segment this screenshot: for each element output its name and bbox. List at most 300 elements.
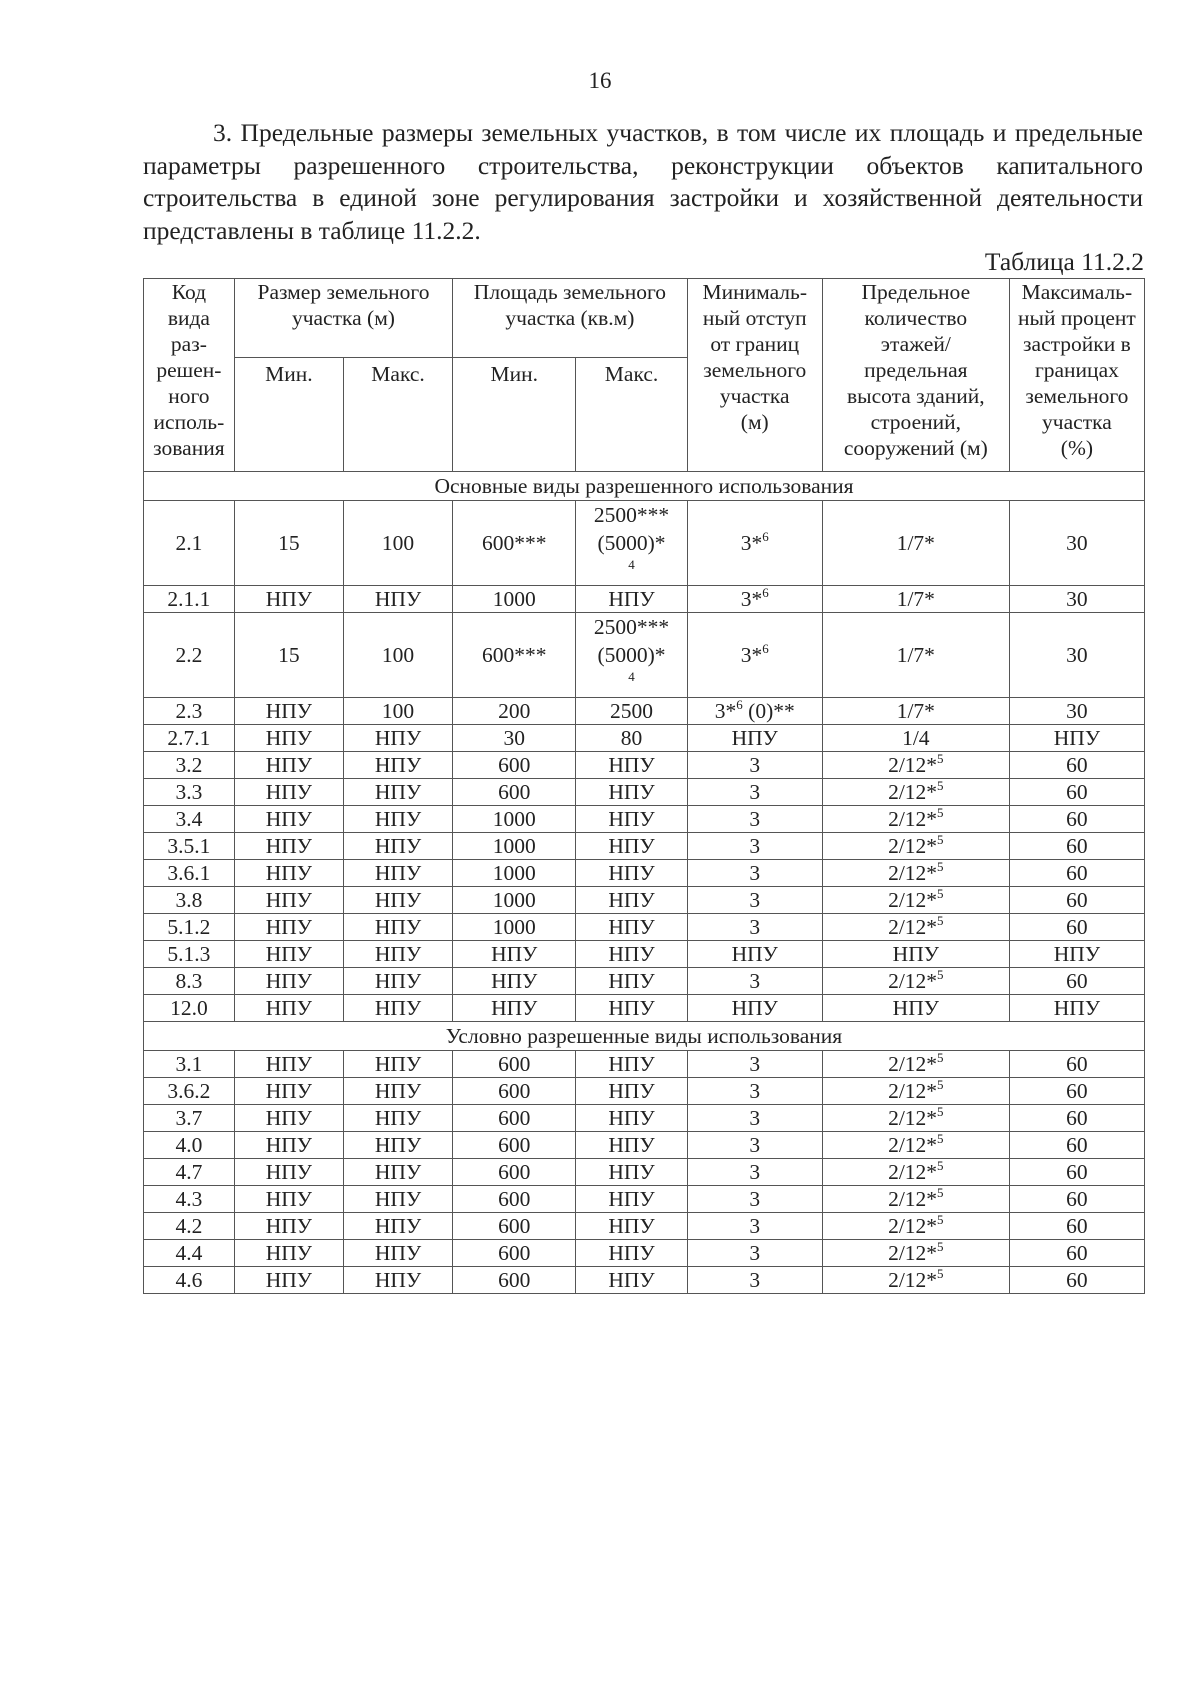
floors-footnote: 5 bbox=[937, 967, 944, 982]
floors-footnote: 5 bbox=[937, 778, 944, 793]
cell-coverage: 30 bbox=[1009, 698, 1144, 725]
cell-setback bbox=[687, 1078, 822, 1105]
table-row bbox=[144, 1186, 1145, 1213]
cell-setback bbox=[687, 860, 822, 887]
table-row bbox=[144, 698, 1145, 725]
header-lot-area bbox=[453, 279, 688, 358]
cell-coverage: 60 bbox=[1009, 1105, 1144, 1132]
cell-coverage: 30 bbox=[1009, 613, 1144, 698]
cell-coverage: 60 bbox=[1009, 968, 1144, 995]
floors-footnote: 5 bbox=[937, 1104, 944, 1119]
table-row bbox=[144, 779, 1145, 806]
header-line: раз- bbox=[170, 332, 207, 356]
cell-coverage: 60 bbox=[1009, 887, 1144, 914]
cell-area-min: НПУ bbox=[453, 941, 576, 968]
cell-area-min: 600 bbox=[453, 779, 576, 806]
cell-floors bbox=[822, 914, 1009, 941]
header-area-min: Мин. bbox=[453, 358, 576, 472]
table-row bbox=[144, 860, 1145, 887]
floors-value: 2/12* bbox=[888, 807, 938, 831]
cell-coverage: 60 bbox=[1009, 833, 1144, 860]
cell-coverage: 60 bbox=[1009, 1159, 1144, 1186]
header-line: решен- bbox=[156, 358, 222, 382]
floors-value: 2/12* bbox=[888, 1160, 938, 1184]
cell-setback bbox=[687, 1105, 822, 1132]
cell-area-min: 600 bbox=[453, 1240, 576, 1267]
setback-value: НПУ bbox=[731, 942, 778, 966]
cell-coverage: 60 bbox=[1009, 806, 1144, 833]
table-row bbox=[144, 1240, 1145, 1267]
cell-area-max: НПУ bbox=[576, 995, 687, 1022]
setback-value: 3 bbox=[749, 1079, 761, 1103]
cell-coverage: 60 bbox=[1009, 860, 1144, 887]
table-row bbox=[144, 1051, 1145, 1078]
cell-size-max: НПУ bbox=[343, 779, 452, 806]
cell-area-min: НПУ bbox=[453, 995, 576, 1022]
cell-size-max: 100 bbox=[343, 501, 452, 586]
cell-area-min: 200 bbox=[453, 698, 576, 725]
cell-coverage: 60 bbox=[1009, 1186, 1144, 1213]
cell-size-max: 100 bbox=[343, 613, 452, 698]
cell-code: 3.6.1 bbox=[144, 860, 235, 887]
floors-footnote: 5 bbox=[937, 1212, 944, 1227]
cell-floors bbox=[822, 833, 1009, 860]
floors-value: НПУ bbox=[892, 942, 939, 966]
cell-area-max: 2500 bbox=[576, 698, 687, 725]
setback-value: НПУ bbox=[731, 726, 778, 750]
table-row bbox=[144, 914, 1145, 941]
floors-value: 2/12* bbox=[888, 1079, 938, 1103]
cell-size-max: НПУ bbox=[343, 833, 452, 860]
cell-setback bbox=[687, 833, 822, 860]
cell-code: 2.1 bbox=[144, 501, 235, 586]
table-row bbox=[144, 1132, 1145, 1159]
setback-value: 3* bbox=[714, 699, 737, 723]
cell-area-min: 600 bbox=[453, 1213, 576, 1240]
cell-area-max bbox=[576, 501, 687, 586]
floors-footnote: 5 bbox=[937, 1266, 944, 1281]
header-line: (м) bbox=[740, 410, 769, 434]
cell-floors bbox=[822, 1186, 1009, 1213]
cell-area-min: 1000 bbox=[453, 914, 576, 941]
cell-area-min: 1000 bbox=[453, 887, 576, 914]
floors-value: НПУ bbox=[892, 996, 939, 1020]
header-line: ный процент bbox=[1018, 306, 1136, 330]
cell-coverage: 30 bbox=[1009, 586, 1144, 613]
section-row bbox=[144, 1022, 1145, 1051]
cell-setback bbox=[687, 586, 822, 613]
cell-setback bbox=[687, 1213, 822, 1240]
cell-area-min: 600*** bbox=[453, 501, 576, 586]
cell-size-max: НПУ bbox=[343, 725, 452, 752]
cell-area-max bbox=[576, 613, 687, 698]
cell-area-min: 600 bbox=[453, 752, 576, 779]
cell-code: 4.6 bbox=[144, 1267, 235, 1294]
setback-value: 3* bbox=[740, 643, 763, 667]
table-row bbox=[144, 995, 1145, 1022]
cell-size-max: НПУ bbox=[343, 752, 452, 779]
setback-value: 3 bbox=[749, 888, 761, 912]
floors-footnote: 5 bbox=[937, 805, 944, 820]
header-line: Максималь- bbox=[1021, 280, 1133, 304]
cell-setback bbox=[687, 613, 822, 698]
header-code bbox=[144, 279, 235, 472]
area-max-line: 2500*** bbox=[593, 503, 670, 527]
cell-code: 3.7 bbox=[144, 1105, 235, 1132]
cell-area-min: 600 bbox=[453, 1105, 576, 1132]
floors-footnote: 5 bbox=[937, 886, 944, 901]
cell-setback bbox=[687, 914, 822, 941]
cell-area-max: НПУ bbox=[576, 1186, 687, 1213]
floors-footnote: 5 bbox=[937, 1131, 944, 1146]
floors-footnote: 5 bbox=[937, 913, 944, 928]
area-max-line bbox=[577, 529, 685, 585]
header-line: Размер земельного bbox=[257, 280, 430, 304]
cell-size-min: НПУ bbox=[234, 1078, 343, 1105]
cell-coverage: 30 bbox=[1009, 501, 1144, 586]
cell-area-max: НПУ bbox=[576, 914, 687, 941]
cell-code: 2.2 bbox=[144, 613, 235, 698]
cell-area-max: НПУ bbox=[576, 1213, 687, 1240]
floors-value: 1/7* bbox=[896, 643, 935, 667]
cell-size-max: НПУ bbox=[343, 1105, 452, 1132]
header-line: земельного bbox=[703, 358, 807, 382]
cell-area-min: 30 bbox=[453, 725, 576, 752]
setback-footnote: 6 bbox=[762, 585, 769, 600]
header-line: Код bbox=[171, 280, 207, 304]
cell-setback bbox=[687, 1159, 822, 1186]
floors-footnote: 5 bbox=[937, 751, 944, 766]
header-line: исполь- bbox=[153, 410, 225, 434]
floors-value: 2/12* bbox=[888, 1268, 938, 1292]
cell-coverage: 60 bbox=[1009, 1240, 1144, 1267]
cell-setback bbox=[687, 887, 822, 914]
header-min-setback bbox=[687, 279, 822, 472]
cell-size-min: НПУ bbox=[234, 1186, 343, 1213]
cell-size-max: НПУ bbox=[343, 1132, 452, 1159]
cell-code: 3.2 bbox=[144, 752, 235, 779]
cell-coverage: 60 bbox=[1009, 1267, 1144, 1294]
cell-floors bbox=[822, 995, 1009, 1022]
cell-size-min: НПУ bbox=[234, 725, 343, 752]
cell-size-min: НПУ bbox=[234, 1267, 343, 1294]
cell-size-min: НПУ bbox=[234, 1105, 343, 1132]
header-max-coverage bbox=[1009, 279, 1144, 472]
cell-size-max: НПУ bbox=[343, 941, 452, 968]
table-row bbox=[144, 968, 1145, 995]
cell-floors bbox=[822, 501, 1009, 586]
cell-area-min: 600 bbox=[453, 1132, 576, 1159]
setback-value: 3 bbox=[749, 1133, 761, 1157]
header-line: земельного bbox=[1025, 384, 1129, 408]
cell-floors bbox=[822, 1051, 1009, 1078]
area-max-line bbox=[577, 641, 685, 697]
area-max-text: (5000)* bbox=[597, 531, 666, 555]
cell-area-max: НПУ bbox=[576, 1105, 687, 1132]
setback-value: 3 bbox=[749, 969, 761, 993]
cell-size-min: НПУ bbox=[234, 941, 343, 968]
cell-area-min: 600 bbox=[453, 1159, 576, 1186]
floors-value: 2/12* bbox=[888, 1241, 938, 1265]
area-max-line: 2500*** bbox=[593, 615, 670, 639]
cell-floors bbox=[822, 968, 1009, 995]
floors-value: 1/7* bbox=[896, 531, 935, 555]
setback-footnote: 6 bbox=[762, 641, 769, 656]
cell-coverage: 60 bbox=[1009, 1132, 1144, 1159]
cell-area-min: НПУ bbox=[453, 968, 576, 995]
floors-value: 2/12* bbox=[888, 861, 938, 885]
cell-setback bbox=[687, 1186, 822, 1213]
cell-code: 3.6.2 bbox=[144, 1078, 235, 1105]
cell-coverage: 60 bbox=[1009, 1213, 1144, 1240]
floors-footnote: 5 bbox=[937, 1050, 944, 1065]
cell-floors bbox=[822, 1132, 1009, 1159]
setback-value: 3 bbox=[749, 1160, 761, 1184]
cell-area-min: 600 bbox=[453, 1078, 576, 1105]
cell-area-min: 600 bbox=[453, 1051, 576, 1078]
cell-floors bbox=[822, 1159, 1009, 1186]
cell-area-max: НПУ bbox=[576, 1051, 687, 1078]
cell-area-max: НПУ bbox=[576, 860, 687, 887]
table-row bbox=[144, 586, 1145, 613]
setback-value: 3 bbox=[749, 834, 761, 858]
header-line: Предельное bbox=[861, 280, 971, 304]
table-row bbox=[144, 806, 1145, 833]
header-line: участка (м) bbox=[291, 306, 395, 330]
table-row bbox=[144, 725, 1145, 752]
header-line: участка bbox=[719, 384, 790, 408]
cell-code: 4.0 bbox=[144, 1132, 235, 1159]
cell-setback bbox=[687, 725, 822, 752]
cell-area-min: 1000 bbox=[453, 586, 576, 613]
header-max-floors bbox=[822, 279, 1009, 472]
table-row bbox=[144, 941, 1145, 968]
cell-code: 2.7.1 bbox=[144, 725, 235, 752]
floors-footnote: 5 bbox=[937, 1077, 944, 1092]
header-line: Минималь- bbox=[702, 280, 808, 304]
area-max-footnote: 4 bbox=[628, 557, 635, 572]
table-row bbox=[144, 1159, 1145, 1186]
table-row bbox=[144, 1078, 1145, 1105]
floors-value: 2/12* bbox=[888, 753, 938, 777]
setback-value: 3 bbox=[749, 1106, 761, 1130]
floors-footnote: 5 bbox=[937, 1185, 944, 1200]
cell-size-min: НПУ bbox=[234, 698, 343, 725]
header-line: зования bbox=[153, 436, 225, 460]
cell-code: 4.7 bbox=[144, 1159, 235, 1186]
cell-area-max: НПУ bbox=[576, 752, 687, 779]
cell-setback bbox=[687, 806, 822, 833]
cell-size-min: НПУ bbox=[234, 914, 343, 941]
cell-coverage: 60 bbox=[1009, 1078, 1144, 1105]
setback-footnote: 6 bbox=[736, 697, 743, 712]
cell-area-max: НПУ bbox=[576, 833, 687, 860]
floors-value: 2/12* bbox=[888, 1187, 938, 1211]
header-line: высота зданий, bbox=[846, 384, 985, 408]
setback-value: 3 bbox=[749, 1187, 761, 1211]
cell-size-min: НПУ bbox=[234, 806, 343, 833]
table-row bbox=[144, 887, 1145, 914]
cell-size-max: НПУ bbox=[343, 914, 452, 941]
cell-setback bbox=[687, 501, 822, 586]
cell-size-min: НПУ bbox=[234, 887, 343, 914]
header-line: количество bbox=[864, 306, 968, 330]
header-line: участка (кв.м) bbox=[505, 306, 635, 330]
header-line: участка bbox=[1042, 410, 1112, 434]
cell-size-min: 15 bbox=[234, 613, 343, 698]
floors-value: 2/12* bbox=[888, 888, 938, 912]
floors-value: 2/12* bbox=[888, 1214, 938, 1238]
header-size-min: Мин. bbox=[234, 358, 343, 472]
table-row bbox=[144, 501, 1145, 586]
floors-value: 1/7* bbox=[896, 699, 935, 723]
section-row bbox=[144, 472, 1145, 501]
cell-size-min: НПУ bbox=[234, 779, 343, 806]
cell-setback bbox=[687, 1267, 822, 1294]
cell-floors bbox=[822, 941, 1009, 968]
header-line: строений, bbox=[870, 410, 962, 434]
floors-value: 2/12* bbox=[888, 969, 938, 993]
cell-area-max: НПУ bbox=[576, 586, 687, 613]
cell-code: 3.5.1 bbox=[144, 833, 235, 860]
setback-value: 3 bbox=[749, 780, 761, 804]
section-title: Условно разрешенные виды использования bbox=[144, 1022, 1145, 1051]
cell-size-min: НПУ bbox=[234, 752, 343, 779]
floors-value: 2/12* bbox=[888, 1106, 938, 1130]
cell-setback bbox=[687, 1240, 822, 1267]
area-max-footnote: 4 bbox=[628, 669, 635, 684]
cell-size-max: НПУ bbox=[343, 887, 452, 914]
cell-size-max: НПУ bbox=[343, 995, 452, 1022]
table-row bbox=[144, 833, 1145, 860]
cell-size-min: 15 bbox=[234, 501, 343, 586]
cell-size-max: 100 bbox=[343, 698, 452, 725]
cell-floors bbox=[822, 613, 1009, 698]
floors-value: 2/12* bbox=[888, 834, 938, 858]
cell-area-max: НПУ bbox=[576, 1159, 687, 1186]
setback-value: 3 bbox=[749, 861, 761, 885]
header-line: границах bbox=[1034, 358, 1119, 382]
cell-area-max: НПУ bbox=[576, 779, 687, 806]
header-line: вида bbox=[167, 306, 210, 330]
header-line: ный отступ bbox=[702, 306, 807, 330]
cell-coverage: 60 bbox=[1009, 1051, 1144, 1078]
cell-size-min: НПУ bbox=[234, 586, 343, 613]
cell-area-max: НПУ bbox=[576, 1240, 687, 1267]
setback-suffix: (0)** bbox=[742, 699, 795, 723]
floors-footnote: 5 bbox=[937, 859, 944, 874]
cell-area-max: НПУ bbox=[576, 806, 687, 833]
setback-value: 3 bbox=[749, 915, 761, 939]
floors-footnote: 5 bbox=[937, 1239, 944, 1254]
cell-size-max: НПУ bbox=[343, 586, 452, 613]
cell-setback bbox=[687, 941, 822, 968]
cell-area-min: 1000 bbox=[453, 860, 576, 887]
cell-code: 4.4 bbox=[144, 1240, 235, 1267]
setback-value: 3* bbox=[740, 531, 763, 555]
header-line: от границ bbox=[710, 332, 800, 356]
cell-size-min: НПУ bbox=[234, 833, 343, 860]
cell-area-min: 600 bbox=[453, 1267, 576, 1294]
setback-value: 3* bbox=[740, 587, 763, 611]
table-row bbox=[144, 1267, 1145, 1294]
cell-code: 8.3 bbox=[144, 968, 235, 995]
floors-value: 2/12* bbox=[888, 1133, 938, 1157]
setback-value: 3 bbox=[749, 753, 761, 777]
cell-area-max: НПУ bbox=[576, 887, 687, 914]
setback-value: 3 bbox=[749, 807, 761, 831]
cell-size-max: НПУ bbox=[343, 1240, 452, 1267]
cell-size-max: НПУ bbox=[343, 1186, 452, 1213]
cell-floors bbox=[822, 806, 1009, 833]
header-size-max: Макс. bbox=[343, 358, 452, 472]
table-row bbox=[144, 752, 1145, 779]
cell-coverage: НПУ bbox=[1009, 995, 1144, 1022]
setback-value: 3 bbox=[749, 1052, 761, 1076]
floors-footnote: 5 bbox=[937, 1158, 944, 1173]
cell-floors bbox=[822, 1105, 1009, 1132]
cell-size-min: НПУ bbox=[234, 1240, 343, 1267]
setback-value: НПУ bbox=[731, 996, 778, 1020]
setback-value: 3 bbox=[749, 1268, 761, 1292]
header-line: Площадь земельного bbox=[473, 280, 667, 304]
floors-footnote: 5 bbox=[937, 832, 944, 847]
table-row bbox=[144, 1105, 1145, 1132]
floors-value: 1/4 bbox=[902, 726, 930, 750]
cell-size-min: НПУ bbox=[234, 1051, 343, 1078]
cell-area-min: 1000 bbox=[453, 806, 576, 833]
table-row bbox=[144, 1213, 1145, 1240]
cell-setback bbox=[687, 1051, 822, 1078]
setback-value: 3 bbox=[749, 1241, 761, 1265]
floors-value: 2/12* bbox=[888, 1052, 938, 1076]
cell-floors bbox=[822, 725, 1009, 752]
cell-code: 4.3 bbox=[144, 1186, 235, 1213]
cell-area-max: НПУ bbox=[576, 968, 687, 995]
cell-coverage: 60 bbox=[1009, 779, 1144, 806]
cell-size-max: НПУ bbox=[343, 1159, 452, 1186]
cell-size-max: НПУ bbox=[343, 1213, 452, 1240]
cell-floors bbox=[822, 1240, 1009, 1267]
cell-area-min: 1000 bbox=[453, 833, 576, 860]
cell-area-max: 80 bbox=[576, 725, 687, 752]
header-line: ного bbox=[168, 384, 210, 408]
cell-area-max: НПУ bbox=[576, 941, 687, 968]
page-number: 16 bbox=[588, 68, 612, 93]
cell-code: 4.2 bbox=[144, 1213, 235, 1240]
section-title: Основные виды разрешенного использования bbox=[144, 472, 1145, 501]
cell-floors bbox=[822, 1078, 1009, 1105]
setback-footnote: 6 bbox=[762, 529, 769, 544]
cell-area-min: 600 bbox=[453, 1186, 576, 1213]
cell-size-max: НПУ bbox=[343, 860, 452, 887]
cell-size-max: НПУ bbox=[343, 1051, 452, 1078]
cell-floors bbox=[822, 586, 1009, 613]
cell-area-max: НПУ bbox=[576, 1078, 687, 1105]
cell-floors bbox=[822, 860, 1009, 887]
cell-size-max: НПУ bbox=[343, 806, 452, 833]
cell-setback bbox=[687, 779, 822, 806]
cell-code: 3.3 bbox=[144, 779, 235, 806]
floors-value: 1/7* bbox=[896, 587, 935, 611]
table-caption: Таблица 11.2.2 bbox=[984, 247, 1144, 276]
header-lot-size bbox=[234, 279, 452, 358]
cell-coverage: 60 bbox=[1009, 914, 1144, 941]
cell-area-max: НПУ bbox=[576, 1132, 687, 1159]
cell-floors bbox=[822, 1213, 1009, 1240]
cell-code: 2.3 bbox=[144, 698, 235, 725]
header-line: этажей/ bbox=[880, 332, 951, 356]
